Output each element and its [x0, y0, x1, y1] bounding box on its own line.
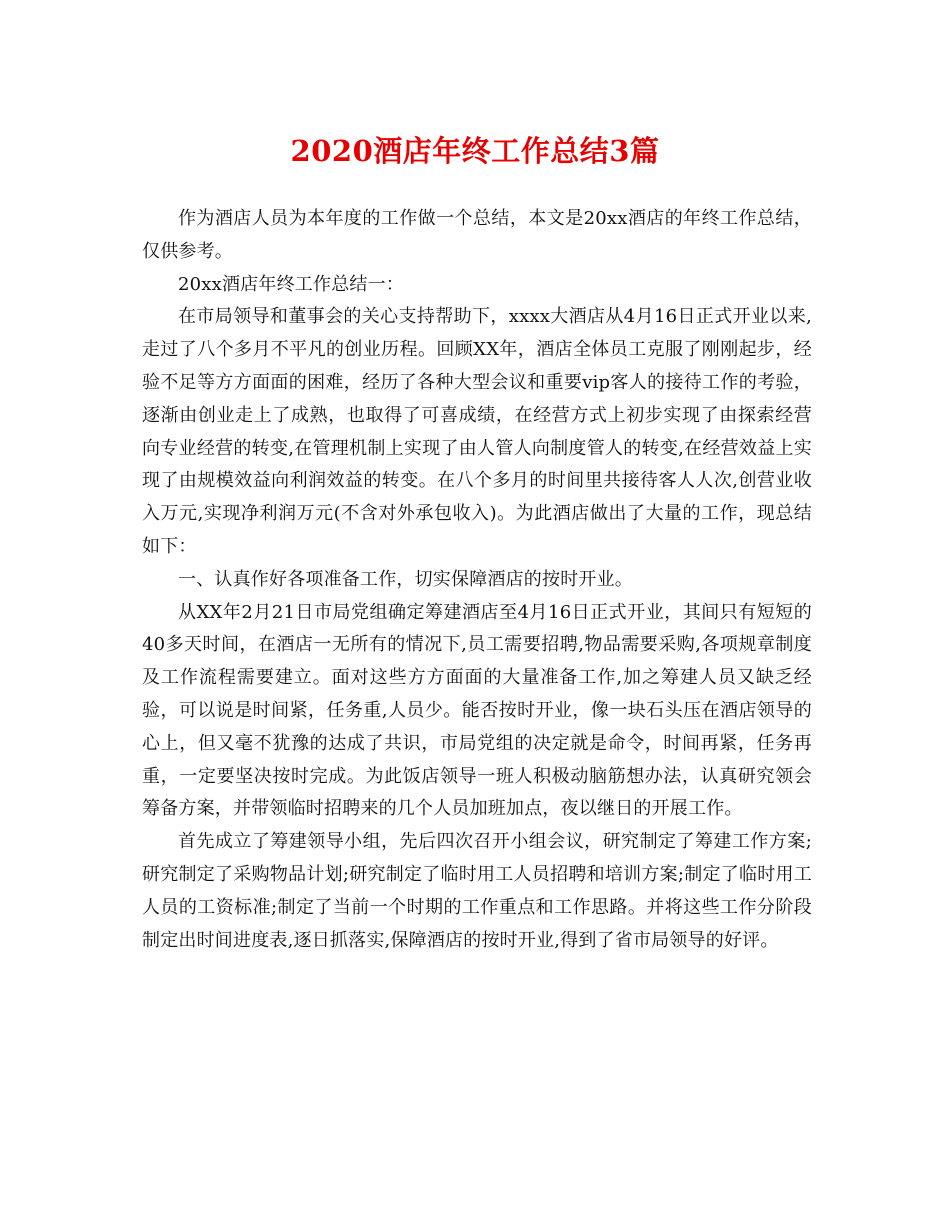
preparation-paragraph: 从XX年2月21日市局党组确定筹建酒店至4月16日正式开业，其间只有短短的40多天时间，在酒店一无所有的情况下,员工需要招聘,物品需要采购,各项规章制度及工作流程需要建立。面对这些方方面面的大量准备工作,加之筹建人员又缺乏经验，可以说是时间紧，任务重,人员少。能否按时开业，像一块石头压在酒店领导的心上，但又毫不犹豫的达成了共识，市局党组的决定就是命令，时间再紧，任务再重，一定要坚决按时完成。为此饭店领导一班人积极动脑筋想办法，认真研究领会筹备方案，并带领临时招聘来的几个人员加班加点，夜以继日的开展工作。 [142, 601, 812, 820]
document-body [142, 203, 812, 957]
intro-paragraph: 作为酒店人员为本年度的工作做一个总结，本文是20xx酒店的年终工作总结，仅供参考。 [142, 208, 812, 262]
section-heading-preparation: 一、认真作好各项准备工作，切实保障酒店的按时开业。 [178, 568, 633, 590]
overview-paragraph: 在市局领导和董事会的关心支持帮助下，xxxx大酒店从4月16日正式开业以来,走过了八个多月不平凡的创业历程。回顾XX年，酒店全体员工克服了刚刚起步，经验不足等方方面面的困难，经历了各种大型会议和重要vip客人的接待工作的考验，逐渐由创业走上了成熟，也取得了可喜成绩，在经营方式上初步实现了由探索经营向专业经营的转变,在管理机制上实现了由人管人向制度管人的转变,在经营效益上实现了由规模效益向利润效益的转变。在八个多月的时间里共接待客人人次,创营业收入万元,实现净利润万元(不含对外承包收入)。为此酒店做出了大量的工作，现总结如下： [142, 306, 812, 557]
document-title: 2020酒店年终工作总结3篇 [290, 134, 660, 168]
section-heading-summary-one: 20xx酒店年终工作总结一： [178, 273, 405, 295]
leadership-group-paragraph: 首先成立了筹建领导小组，先后四次召开小组会议，研究制定了筹建工作方案;研究制定了采购物品计划;研究制定了临时用工人员招聘和培训方案;制定了临时用工人员的工资标准;制定了当前一个时期的工作重点和工作思路。并将这些工作分阶段制定出时间进度表,逐日抓落实,保障酒店的按时开业,得到了省市局领导的好评。 [142, 831, 812, 951]
